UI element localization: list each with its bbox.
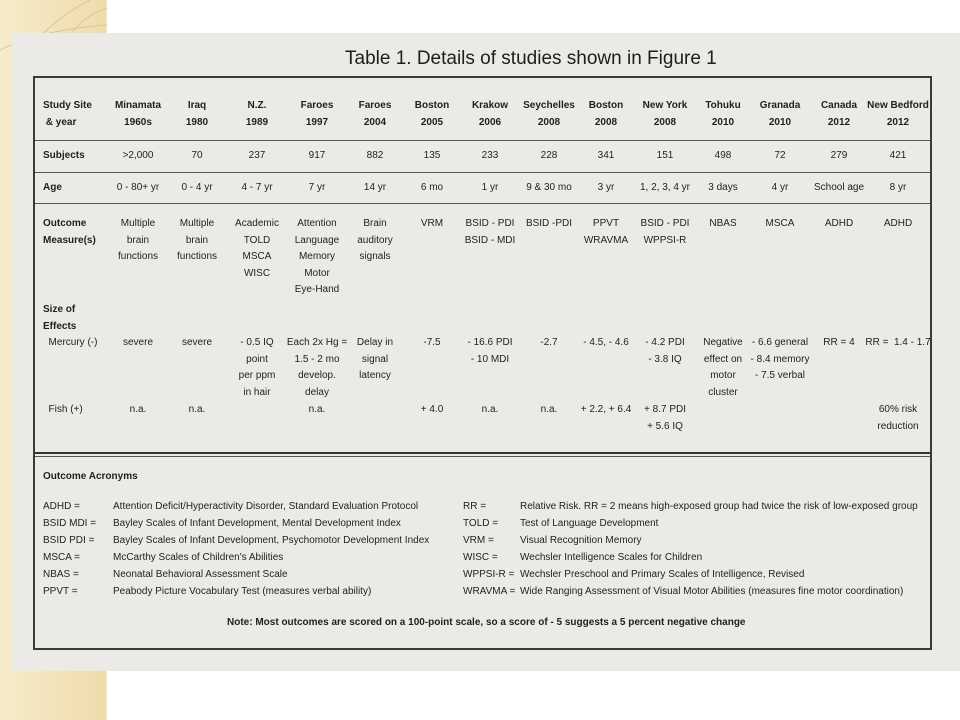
study-3-age: 4 - 7 yr <box>241 182 273 193</box>
acronym-abbr: VRM = <box>463 535 494 546</box>
study-7-site: Krakow 2006 <box>471 100 509 128</box>
study-12-outcome: MSCA <box>765 218 795 229</box>
study-12-age: 4 yr <box>771 182 789 193</box>
study-8-outcome: BSID -PDI <box>525 218 573 229</box>
study-9-outcome: PPVT WRAVMA <box>583 218 629 246</box>
study-8-subjects: 228 <box>540 150 558 161</box>
study-11-mercury: Negative effect on motor cluster <box>703 337 743 398</box>
study-3-mercury: - 0.5 IQ point per ppm in hair <box>238 337 276 398</box>
acronym-definition: Test of Language Development <box>520 518 659 529</box>
acronym-definition: Peabody Picture Vocabulary Test (measures verbal ability) <box>113 586 372 597</box>
study-9-age: 3 yr <box>597 182 615 193</box>
study-13-mercury: RR = 4 <box>823 337 855 348</box>
study-12-site: Granada 2010 <box>759 100 801 128</box>
study-7-age: 1 yr <box>481 182 499 193</box>
study-4-outcome: Attention Language Memory Motor Eye-Hand <box>294 218 340 295</box>
row-label-fish: Fish (+) <box>43 404 83 415</box>
study-2-fish: n.a. <box>188 404 206 415</box>
acronym-definition: Bayley Scales of Infant Development, Mental Development Index <box>113 518 401 529</box>
footnote: Note: Most outcomes are scored on a 100-point scale, so a score of - 5 suggests a 5 percent negative change <box>227 617 746 628</box>
study-13-site: Canada 2012 <box>820 100 858 128</box>
study-12-subjects: 72 <box>774 150 786 161</box>
study-14-mercury: RR = 1.4 - 1.7 <box>865 337 931 348</box>
study-14-outcome: ADHD <box>883 218 913 229</box>
row-label-outcome: Outcome Measure(s) <box>43 218 96 246</box>
study-5-mercury: Delay in signal latency <box>356 337 394 381</box>
study-4-subjects: 917 <box>308 150 326 161</box>
study-4-fish: n.a. <box>308 404 326 415</box>
study-6-mercury: -7.5 <box>423 337 441 348</box>
acronym-definition: Neonatal Behavioral Assessment Scale <box>113 569 288 580</box>
study-4-mercury: Each 2x Hg = 1.5 - 2 mo develop. delay <box>286 337 348 398</box>
divider-before-acronyms <box>35 452 930 454</box>
acronym-abbr: TOLD = <box>463 518 499 529</box>
study-3-site: N.Z. 1989 <box>245 100 269 128</box>
study-5-subjects: 882 <box>366 150 384 161</box>
study-2-age: 0 - 4 yr <box>181 182 213 193</box>
acronym-definition: Visual Recognition Memory <box>520 535 642 546</box>
acronym-abbr: WRAVMA = <box>463 586 516 597</box>
study-5-outcome: Brain auditory signals <box>357 218 393 262</box>
study-11-age: 3 days <box>708 182 738 193</box>
acronym-abbr: BSID PDI = <box>43 535 95 546</box>
study-4-site: Faroes 1997 <box>300 100 334 128</box>
study-13-outcome: ADHD <box>824 218 854 229</box>
study-7-subjects: 233 <box>481 150 499 161</box>
acronym-definition: Attention Deficit/Hyperactivity Disorder, Standard Evaluation Protocol <box>113 501 419 512</box>
study-2-subjects: 70 <box>191 150 203 161</box>
study-1-fish: n.a. <box>129 404 147 415</box>
acronym-definition: Wide Ranging Assessment of Visual Motor Abilities (measures fine motor coordination) <box>520 586 904 597</box>
study-10-fish: + 8.7 PDI + 5.6 IQ <box>644 404 686 432</box>
row-label-subjects: Subjects <box>43 150 85 161</box>
study-11-outcome: NBAS <box>709 218 737 229</box>
study-11-site: Tohuku 2010 <box>705 100 741 128</box>
row-label-mercury: Mercury (-) <box>43 337 98 348</box>
acronym-abbr: RR = <box>463 501 487 512</box>
study-6-subjects: 135 <box>423 150 441 161</box>
row-label-size: Size of Effects <box>43 304 77 332</box>
study-1-outcome: Multiple brain functions <box>117 218 159 262</box>
study-1-site: Minamata 1960s <box>114 100 162 128</box>
study-8-age: 9 & 30 mo <box>526 182 572 193</box>
study-6-fish: + 4.0 <box>420 404 444 415</box>
row-label-site: Study Site & year <box>43 100 92 128</box>
study-11-subjects: 498 <box>714 150 732 161</box>
acronym-abbr: BSID MDI = <box>43 518 97 529</box>
study-3-subjects: 237 <box>248 150 266 161</box>
study-6-outcome: VRM <box>420 218 444 229</box>
acronym-abbr: MSCA = <box>43 552 80 563</box>
divider-before-acronyms-2 <box>35 456 930 457</box>
acronym-definition: Wechsler Preschool and Primary Scales of Intelligence, Revised <box>520 569 805 580</box>
study-8-mercury: -2.7 <box>540 337 558 348</box>
acronyms-title: Outcome Acronyms <box>43 471 138 482</box>
study-10-outcome: BSID - PDI WPPSI-R <box>640 218 690 246</box>
study-5-site: Faroes 2004 <box>358 100 392 128</box>
study-9-fish: + 2.2, + 6.4 <box>580 404 632 415</box>
study-14-age: 8 yr <box>889 182 907 193</box>
acronym-abbr: WPPSI-R = <box>463 569 515 580</box>
study-10-mercury: - 4.2 PDI - 3.8 IQ <box>645 337 685 365</box>
study-14-subjects: 421 <box>889 150 907 161</box>
study-7-outcome: BSID - PDI BSID - MDI <box>464 218 516 246</box>
acronym-abbr: PPVT = <box>43 586 78 597</box>
study-9-site: Boston 2008 <box>588 100 624 128</box>
acronym-abbr: ADHD = <box>43 501 80 512</box>
study-8-fish: n.a. <box>540 404 558 415</box>
acronym-definition: Bayley Scales of Infant Development, Psychomotor Development Index <box>113 535 430 546</box>
acronym-definition: McCarthy Scales of Children's Abilities <box>113 552 284 563</box>
divider-after-subjects <box>35 172 930 173</box>
study-5-age: 14 yr <box>363 182 387 193</box>
study-3-outcome: Academic TOLD MSCA WISC <box>235 218 279 279</box>
acronym-definition: Wechsler Intelligence Scales for Children <box>520 552 703 563</box>
study-9-mercury: - 4.5, - 4.6 <box>583 337 629 348</box>
divider-after-header <box>35 140 930 141</box>
acronym-abbr: NBAS = <box>43 569 79 580</box>
study-7-fish: n.a. <box>481 404 499 415</box>
study-13-age: School age <box>813 182 865 193</box>
study-14-site: New Bedford 2012 <box>867 100 929 128</box>
study-12-mercury: - 6.6 general - 8.4 memory - 7.5 verbal <box>750 337 810 381</box>
study-10-site: New York 2008 <box>642 100 688 128</box>
study-10-age: 1, 2, 3, 4 yr <box>639 182 691 193</box>
acronym-abbr: WISC = <box>463 552 498 563</box>
study-1-age: 0 - 80+ yr <box>116 182 160 193</box>
row-label-age: Age <box>43 182 62 193</box>
table-title: Table 1. Details of studies shown in Figure 1 <box>345 48 717 69</box>
study-14-fish: 60% risk reduction <box>877 404 919 432</box>
study-9-subjects: 341 <box>597 150 615 161</box>
study-8-site: Seychelles 2008 <box>523 100 575 128</box>
study-2-mercury: severe <box>181 337 213 348</box>
study-7-mercury: - 16.6 PDI - 10 MDI <box>467 337 513 365</box>
divider-after-age <box>35 203 930 204</box>
study-10-subjects: 151 <box>656 150 674 161</box>
study-13-subjects: 279 <box>830 150 848 161</box>
study-6-age: 6 mo <box>420 182 444 193</box>
acronym-definition: Relative Risk. RR = 2 means high-exposed group had twice the risk of low-exposed group <box>520 501 918 512</box>
study-4-age: 7 yr <box>308 182 326 193</box>
study-2-site: Iraq 1980 <box>185 100 209 128</box>
study-1-subjects: >2,000 <box>122 150 154 161</box>
study-2-outcome: Multiple brain functions <box>176 218 218 262</box>
study-1-mercury: severe <box>122 337 154 348</box>
study-6-site: Boston 2005 <box>414 100 450 128</box>
